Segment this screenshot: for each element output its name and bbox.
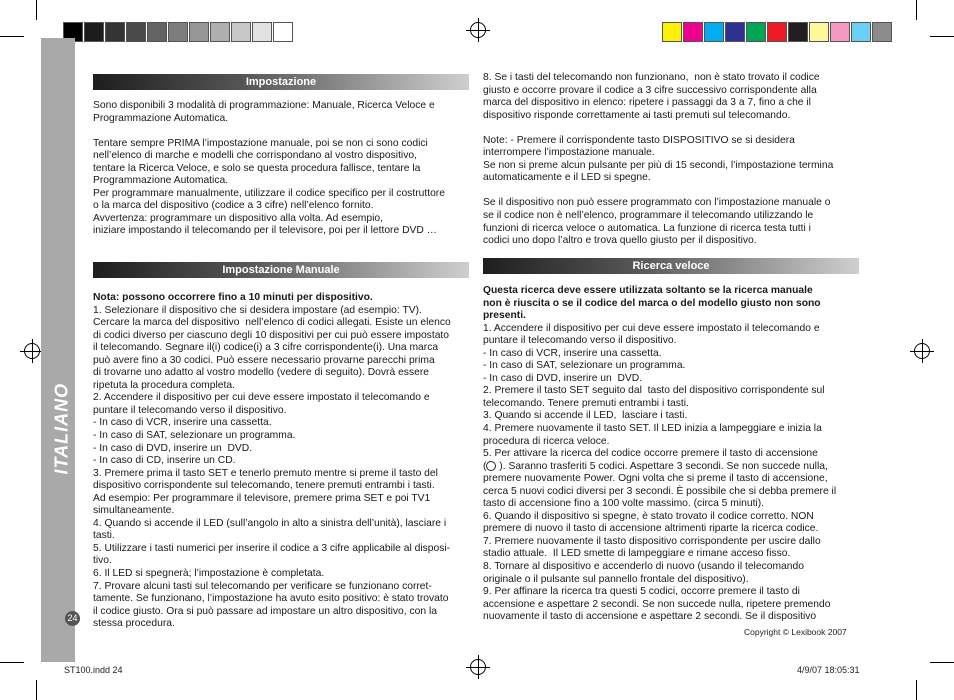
text-line: o la marca del dispositivo (codice a 3 cifre) nell’elenco fornito. [93,200,374,212]
color-swatch [683,22,703,42]
text-line: 2. Accendere il dispositivo per cui deve essere impostato il telecomando e [93,392,430,404]
crop-mark [916,680,917,700]
text-line: Se il dispositivo non può essere programmato con l’impostazione manuale o [483,197,831,209]
text-line: - In caso di DVD, inserire un DVD. [93,442,253,454]
text-line: Nota: possono occorrere fino a 10 minuti per dispositivo. [93,292,373,303]
color-swatch [662,22,682,42]
text-line: tasti. [93,530,115,542]
text-line: il codice giusto. Ora si può passare ad impostare un altro dispositivo, con la [93,605,437,617]
text-fragment: ( [483,460,487,472]
text-line: Ad esempio: Per programmare il televisore, premere prima SET e poi TV1 [93,492,431,504]
text-line: non è riuscita o se il codice del marca o del modello giusto non sono [483,297,821,309]
text-line: tamente. Se funzionano, l’impostazione ha avuto esito positivo: è stato trovato [93,593,449,605]
registration-mark-icon [914,343,930,359]
text-line: nell’elenco di marche e modelli che corrispondano al vostro dispositivo, [93,150,417,162]
text-line: 4. Premere nuovamente il tasto SET. Il LED inizia a lampeggiare e inizia la [483,423,822,435]
text-line [93,125,445,138]
color-swatch [704,22,724,42]
crop-mark [36,680,37,700]
text-line: Sono disponibili 3 modalità di programmazione: Manuale, Ricerca Veloce e [93,100,435,111]
registration-mark-icon [470,22,486,38]
text-line: accensione e aspettare 2 secondi. Se non succede nulla, ripetere premendo [483,598,831,610]
text-line: 5. Utilizzare i tasti numerici per inserire il codice a 3 cifre applicabile al disposi- [93,542,451,554]
text-line: puntare il telecomando verso il dispositivo. [483,335,677,347]
power-icon [486,461,496,471]
text-line [483,185,833,198]
color-swatch [252,22,272,42]
ricerca-veloce-text [483,285,836,624]
text-line: dispositivo corrispondente sul telecomando, tenere premuti entrambi i tasti. [93,480,435,492]
text-line: tasto di accensione fino a 100 volte massimo. (circa 5 minuti). [483,498,765,510]
text-line: stadio attuale. Il LED smette di lampeggiare e rimane acceso fisso. [483,548,791,560]
text-line: Avvertenza: programmare un dispositivo alla volta. Ad esempio, [93,212,383,224]
color-swatch [725,22,745,42]
text-line: codici uno dopo l’altro e trova quello giusto per il dispositivo. [483,235,757,247]
text-line: 1. Selezionare il dispositivo che si desidera impostare (ad esempio: TV). [93,304,422,316]
text-line: - In caso di VCR, inserire una cassetta. [483,347,662,359]
text-line: il telecomando. Segnare il(i) codice(i) a 3 cifre corrispondente(i). Una marca [93,342,439,354]
text-line: 3. Premere prima il tasto SET e tenerlo premuto mentre si preme il tasto del [93,467,438,479]
text-line: Note: - Premere il corrispondente tasto DISPOSITIVO se si desidera [483,134,795,146]
text-line: dispositivo risponde correttamente ai tasti premuti sul telecomando. [483,109,791,121]
text-line: di codici diverso per ciascuno degli 10 dispositivi per cui può essere impostato [93,329,450,341]
text-line: simultaneamente. [93,505,175,517]
crop-mark [916,0,917,20]
text-line: originale o il pulsante sul pannello frontale del dispositivo). [483,573,749,585]
text-line: cerca 5 nuovi codici diversi per 3 secondi. È possibile che si debba premere il [483,485,837,497]
crop-mark [0,36,24,37]
color-swatch [126,22,146,42]
copyright-notice: Copyright © Lexibook 2007 [744,627,847,637]
text-line: 6. Il LED si spegnerà; l’impostazione è completata. [93,568,325,580]
text-line: presenti. [483,310,526,322]
text-line: 1. Accendere il dispositivo per cui deve essere impostato il telecomando e [483,322,820,334]
text-line: puntare il telecomando verso il dispositivo. [93,404,287,416]
crop-mark [930,36,954,37]
text-line: automaticamente e il LED si spegne. [483,172,651,184]
color-swatch [147,22,167,42]
text-line: 5. Per attivare la ricerca del codice occorre premere il tasto di accensione [483,448,818,460]
impostazione-manuale-text [93,292,451,631]
text-line: - In caso di VCR, inserire una cassetta. [93,417,272,429]
text-line: - In caso di CD, inserire un CD. [93,455,236,467]
color-swatch [105,22,125,42]
manual-setup-continued-text [483,72,833,248]
text-line: telecomando. Tenere premuti entrambi i tasti. [483,397,689,409]
language-label: ITALIANO [51,382,72,475]
text-line-with-icon [483,461,836,474]
text-line: 9. Per affinare la ricerca tra questi 5 codici, occorre premere il tasto di [483,586,800,598]
text-line: può avere fino a 30 codici. Può essere necessario provarne parecchi prima [93,354,435,366]
text-fragment: ). Saranno trasferiti 5 codici. Aspettare 3 secondi. Se non succede nulla, [496,460,828,472]
text-line: 7. Provare alcuni tasti sul telecomando per verificare se funzionano corret- [93,580,432,592]
text-line: nuovamente il tasto di accensione e aspettare 2 secondi. Se il dispositivo [483,611,817,623]
text-line: premere nuovamente Power. Ogni volta che si preme il tasto di accensione, [483,473,828,485]
text-line: tentare la Ricerca Veloce, e solo se questa procedura fallisce, tentare la [93,162,421,174]
text-line: Programmazione Automatica. [93,175,229,187]
text-line: - In caso di DVD, inserire un DVD. [483,372,643,384]
impostazione-text [93,100,445,238]
color-swatch [231,22,251,42]
text-line: tivo. [93,555,112,567]
color-swatch [189,22,209,42]
text-line: 4. Quando si accende il LED (sull’angolo in alto a sinistra dell’unità), lasciare i [93,517,447,529]
text-line: - In caso di SAT, selezionare un programma. [93,430,296,442]
text-line: procedura di ricerca veloce. [483,435,610,447]
color-swatch [746,22,766,42]
text-line: Programmazione Automatica. [93,112,229,124]
text-line: 8. Tornare al dispositivo e accenderlo di nuovo (usando il telecomando [483,561,804,573]
text-line: funzioni di ricerca veloce o automatica. La funzione di ricerca testa tutti i [483,222,811,234]
text-line: ripetuta la procedura completa. [93,379,235,391]
color-swatch [84,22,104,42]
color-swatch [210,22,230,42]
text-line: interrompere l’impostazione manuale. [483,147,655,159]
section-header-impostazione-manuale: Impostazione Manuale [93,262,469,278]
text-line: 7. Premere nuovamente il tasto dispositivo corrispondente per uscire dallo [483,535,821,547]
color-swatch [851,22,871,42]
text-line: premere di nuovo il tasto di accensione altrimenti riparte la ricerca codice. [483,523,819,535]
color-swatch [767,22,787,42]
text-line: Per programmare manualmente, utilizzare il codice specifico per il costruttore [93,187,445,199]
text-line: 2. Premere il tasto SET seguito dal tasto del dispositivo corrispondente sul [483,385,825,397]
color-swatch [788,22,808,42]
color-swatch [809,22,829,42]
text-line: Cercare la marca del dispositivo nell’elenco di codici allegati. Esiste un elenco [93,317,451,329]
language-side-band [41,38,75,662]
text-line: di trovarne uno adatto al vostro modello (vedere di seguito). Dovrà essere [93,367,429,379]
text-line: Tentare sempre PRIMA l’impostazione manuale, poi se non ci sono codici [93,137,428,149]
text-line: Questa ricerca deve essere utilizzata soltanto se la ricerca manuale [483,285,813,296]
text-line: - In caso di SAT, selezionare un programma. [483,360,686,372]
crop-mark [36,0,37,20]
crop-mark [0,662,24,663]
text-line: giusto e occorre provare il codice a 3 cifre successivo corrispondente alla [483,84,817,96]
text-line [483,122,833,135]
text-line: Se non si preme alcun pulsante per più di 15 secondi, l’impostazione termina [483,159,834,171]
text-line: 3. Quando si accende il LED, lasciare i tasti. [483,410,688,422]
file-slug: ST100.indd 24 [64,665,123,675]
text-line: iniziare impostando il telecomando per il televisore, poi per il lettore DVD … [93,225,437,237]
registration-mark-icon [470,659,486,675]
color-swatch [872,22,892,42]
section-header-impostazione: Impostazione [93,74,469,90]
color-swatch [168,22,188,42]
section-header-ricerca-veloce: Ricerca veloce [483,258,859,274]
color-swatch [273,22,293,42]
registration-mark-icon [24,343,40,359]
text-line: marca del dispositivo in elenco: ripetere i passaggi da 3 a 7, fino a che il [483,97,811,109]
crop-mark [930,662,954,663]
page-number: 24 [65,611,80,626]
text-line: 8. Se i tasti del telecomando non funzionano, non è stato trovato il codice [483,72,820,83]
text-line: 6. Quando il dispositivo si spegne, è stato trovato il codice corretto. NON [483,510,814,522]
text-line: se il codice non è nell’elenco, programmare il telecomando utilizzando le [483,210,814,222]
timestamp-slug: 4/9/07 18:05:31 [797,665,860,675]
text-line: stessa procedura. [93,618,175,630]
color-swatch [830,22,850,42]
